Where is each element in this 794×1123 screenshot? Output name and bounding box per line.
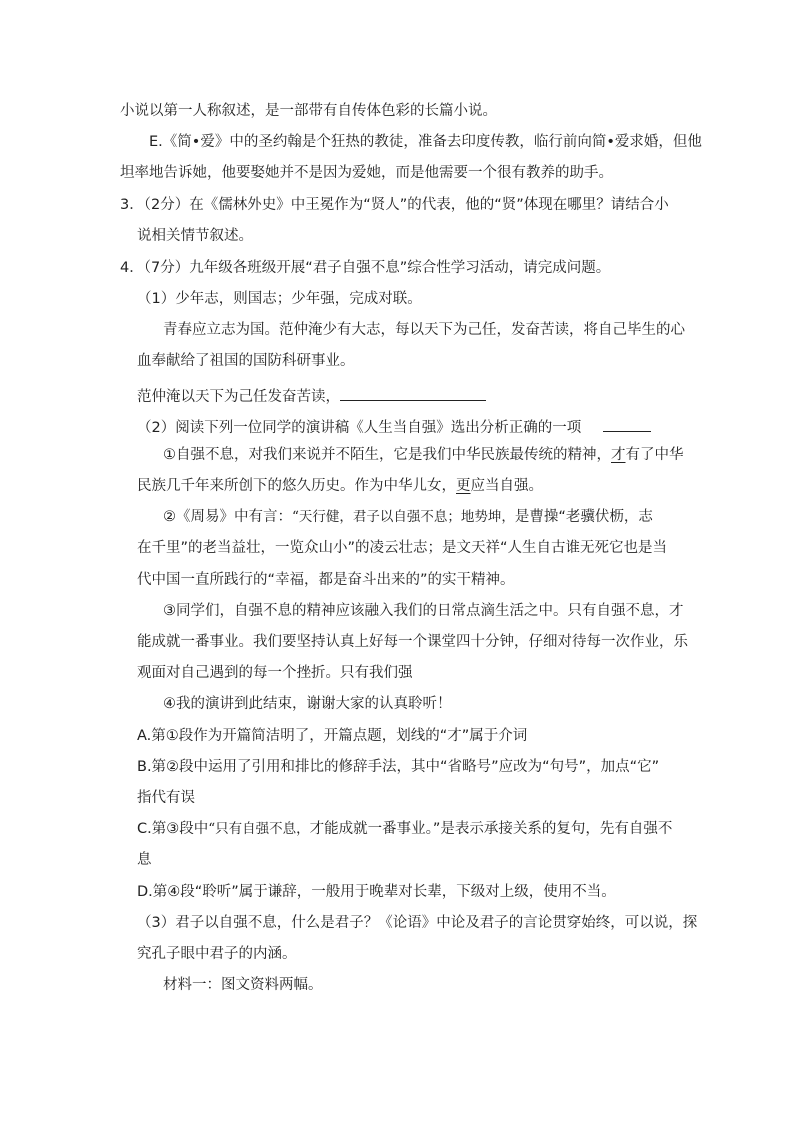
text-line: 青春应立志为国。范仲淹少有大志，每以天下为己任，发奋苦读，将自己毕生的心 (163, 322, 685, 338)
question-4: 4．（7分）九年级各班级开展“君子自强不息”综合性学习活动，请完成问题。 (120, 260, 611, 276)
text-line: 观面对自己遇到的每一个挫折。只有我们强 (137, 665, 413, 681)
answer-blank[interactable] (340, 386, 486, 401)
speech-para-2 (163, 510, 653, 525)
option-e-line: E.《简•爱》中的圣约翰是个狂热的教徒，准备去印度传教，临行前向简•爱求婚，但他 (149, 134, 702, 150)
text-line: 在千里”的老当益壮，一览众山小”的凌云壮志；是文天祥“人生自古谁无死它也是当 (137, 540, 668, 556)
text-span: 应当自强。 (470, 478, 543, 494)
option-b: B.第②段中运用了引用和排比的修辞手法，其中“省略号”应改为“句号”，加点“它” (137, 759, 660, 775)
answer-blank[interactable] (603, 417, 651, 432)
sub-question-3: （3）君子以自强不息，什么是君子？《论语》中论及君子的言论贯穿始终，可以说，探 (137, 915, 698, 931)
text-span: 才能成就一番事业。”是表示承接关系的复句，先有自强不 (309, 821, 673, 837)
sub-question-2 (137, 417, 651, 436)
quote-span: “只有自强不息， (208, 821, 310, 837)
speech-para-3: ③同学们，自强不息的精神应该融入我们的日常点滴生活之中。只有自强不息，才 (163, 603, 684, 619)
text-line: 血奉献给了祖国的国防科研事业。 (137, 353, 355, 369)
text-line: 坦率地告诉她，他要娶她并不是因为爱她，而是他需要一个很有教养的助手。 (120, 165, 613, 181)
underlined-word: 更 (456, 478, 471, 494)
couplet-line (137, 386, 486, 405)
question-3: 3．（2分）在《儒林外史》中王冕作为“贤人”的代表，他的“贤”体现在哪里？请结合小 (120, 197, 669, 213)
couplet-prompt: 范仲淹以天下为己任发奋苦读， (137, 389, 340, 405)
speech-para-4: ④我的演讲到此结束，谢谢大家的认真聆听！ (163, 696, 452, 712)
speech-para-1-cont (137, 479, 543, 494)
text-line: 指代有误 (137, 790, 195, 806)
text-span: 民族几千年来所创下的悠久历史。作为中华儿女， (137, 478, 456, 494)
text-line: 小说以第一人称叙述，是一部带有自传体色彩的长篇小说。 (120, 103, 497, 119)
text-span: 有了中华 (625, 447, 684, 463)
option-a: A.第①段作为开篇简洁明了，开篇点题，划线的“才”属于介词 (137, 728, 528, 744)
quote-span: “天行健，君子以自强不息；地势坤， (292, 509, 515, 525)
underlined-word: 才 (611, 447, 626, 463)
text-span: C.第③段中 (137, 821, 209, 837)
text-line: 究孔子眼中君子的内涵。 (137, 946, 297, 962)
text-span: 是曹操“老骥伏枥，志 (514, 509, 653, 525)
text-line: 能成就一番事业。我们要坚持认真上好每一个课堂四十分钟，仔细对待每一次作业，乐 (137, 634, 688, 650)
text-line: 说相关情节叙述。 (137, 228, 253, 244)
text-line: 息 (137, 852, 152, 868)
sub-question-1: （1）少年志，则国志；少年强，完成对联。 (137, 291, 422, 307)
option-d: D.第④段“聆听”属于谦辞，一般用于晚辈对长辈，下级对上级，使用不当。 (137, 884, 616, 900)
speech-para-1 (163, 448, 684, 463)
sub-question-2-text: （2）阅读下列一位同学的演讲稿《人生当自强》选出分析正确的一项 (137, 420, 582, 436)
text-span: ②《周易》中有言： (163, 509, 292, 525)
option-c (137, 822, 672, 837)
text-span: ①自强不息，对我们来说并不陌生，它是我们中华民族最传统的精神， (163, 447, 611, 463)
material-1: 材料一：图文资料两幅。 (163, 977, 323, 993)
text-line: 代中国一直所践行的“幸福，都是奋斗出来的”的实干精神。 (137, 572, 515, 588)
